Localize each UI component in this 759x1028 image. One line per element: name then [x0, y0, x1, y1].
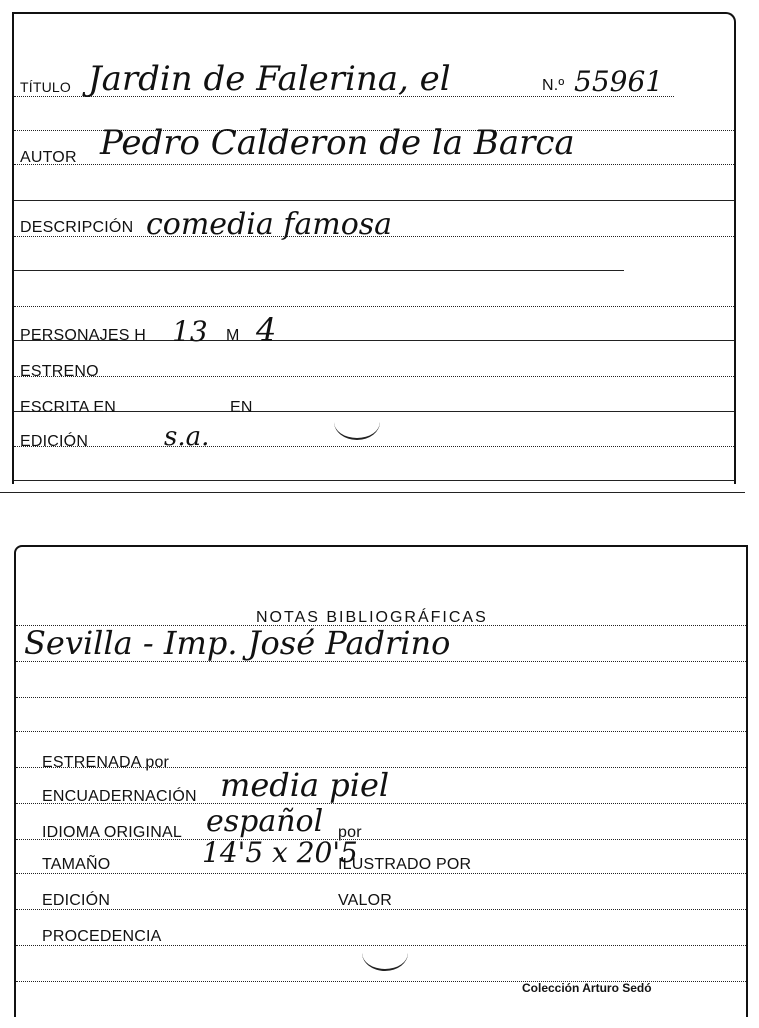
divider-line — [14, 480, 734, 481]
autor-label: AUTOR — [20, 149, 77, 166]
divider-line — [14, 270, 624, 271]
edicion-label: EDICIÓN — [20, 433, 89, 450]
numero-value: 55961 — [574, 65, 664, 98]
descripcion-label: DESCRIPCIÓN — [20, 219, 134, 236]
blank-line — [16, 661, 746, 662]
titulo-label: TÍTULO — [20, 79, 71, 95]
idioma-label: IDIOMA ORIGINAL — [42, 824, 182, 841]
blank-line — [16, 731, 746, 732]
escrita-en-label: EN — [230, 399, 253, 416]
valor-label: VALOR — [338, 892, 393, 909]
estreno-line — [14, 376, 734, 377]
tamano-line — [16, 873, 746, 874]
edicion-line — [16, 909, 746, 910]
tamano-label: TAMAÑO — [42, 856, 111, 873]
procedencia-label: PROCEDENCIA — [42, 928, 162, 945]
descripcion-value: comedia famosa — [146, 207, 393, 242]
catalog-card-back — [14, 545, 748, 1017]
personajes-m-label: M — [226, 327, 240, 344]
blank-line — [14, 306, 734, 307]
encuadernacion-label: ENCUADERNACIÓN — [42, 788, 197, 805]
ilustrado-label: ILUSTRADO POR — [338, 856, 472, 873]
encuadernacion-value: media piel — [220, 766, 390, 804]
divider-line — [14, 200, 734, 201]
titulo-value: Jardin de Falerina, el — [88, 59, 451, 99]
edicion-line — [14, 446, 734, 447]
edicion-label: EDICIÓN — [42, 892, 111, 909]
card-separator — [0, 492, 745, 493]
notas-value: Sevilla - Imp. José Padrino — [24, 624, 451, 662]
catalog-card-front — [12, 12, 736, 484]
personajes-m-value: 4 — [256, 311, 277, 349]
idioma-por-label: por — [338, 824, 362, 841]
numero-label: N.º — [542, 77, 565, 94]
estreno-label: ESTRENO — [20, 363, 99, 380]
autor-value: Pedro Calderon de la Barca — [100, 123, 575, 163]
notas-heading: NOTAS BIBLIOGRÁFICAS — [256, 609, 488, 626]
edicion-value: s.a. — [164, 422, 210, 452]
personajes-label: PERSONAJES H — [20, 327, 146, 344]
blank-line — [16, 697, 746, 698]
tamano-value: 14'5 x 20'5 — [202, 836, 358, 869]
collection-footer: Colección Arturo Sedó — [522, 981, 652, 995]
stamp-mark — [362, 935, 408, 971]
escrita-label: ESCRITA EN — [20, 399, 116, 416]
estrenada-label: ESTRENADA por — [42, 754, 170, 771]
personajes-h-value: 13 — [172, 315, 208, 348]
idioma-value: español — [206, 804, 324, 839]
stamp-mark — [334, 404, 380, 440]
autor-line — [14, 164, 734, 165]
